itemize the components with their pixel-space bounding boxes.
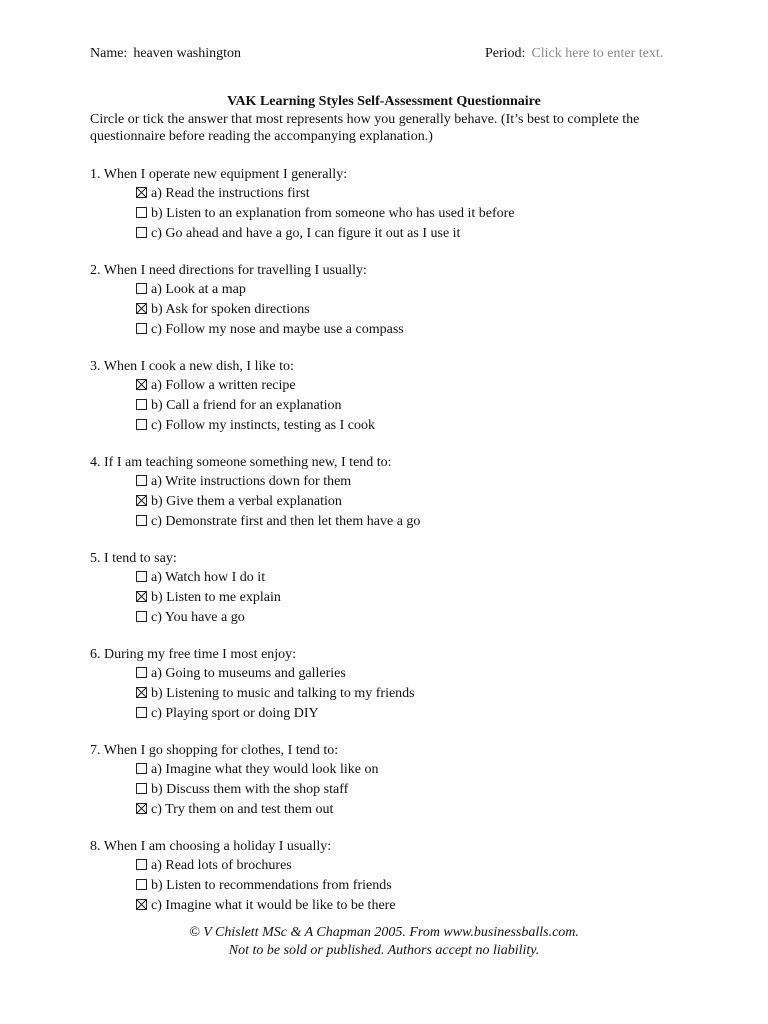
period-field[interactable]: [485, 46, 663, 62]
option-5a[interactable]: [90, 568, 690, 588]
option-2c[interactable]: [90, 320, 690, 340]
checked-box-icon[interactable]: [136, 687, 147, 698]
question-5: [90, 549, 690, 628]
name-label: Name:: [90, 46, 128, 61]
checked-box-icon[interactable]: [136, 899, 147, 910]
empty-box-icon[interactable]: [136, 667, 147, 678]
option-label: b) Listen to recommendations from friends: [151, 878, 392, 893]
empty-box-icon[interactable]: [136, 227, 147, 238]
option-label: a) Read the instructions first: [151, 186, 310, 201]
option-6a[interactable]: [90, 664, 690, 684]
question-6: [90, 645, 690, 724]
question-8: [90, 837, 690, 916]
option-label: c) Playing sport or doing DIY: [151, 706, 319, 721]
option-label: a) Read lots of brochures: [151, 858, 292, 873]
option-label: a) Follow a written recipe: [151, 378, 296, 393]
option-8a[interactable]: [90, 856, 690, 876]
option-4b[interactable]: [90, 492, 690, 512]
question-text: 4. If I am teaching someone something new, I tend to:: [90, 455, 392, 470]
question-text: 2. When I need directions for travelling I usually:: [90, 263, 367, 278]
option-1a[interactable]: [90, 184, 690, 204]
option-label: a) Going to museums and galleries: [151, 666, 346, 681]
option-3c[interactable]: [90, 416, 690, 436]
empty-box-icon[interactable]: [136, 783, 147, 794]
checked-box-icon[interactable]: [136, 591, 147, 602]
option-1b[interactable]: [90, 204, 690, 224]
option-6b[interactable]: [90, 684, 690, 704]
option-label: b) Call a friend for an explanation: [151, 398, 342, 413]
empty-box-icon[interactable]: [136, 707, 147, 718]
period-label: Period:: [485, 46, 526, 61]
checked-box-icon[interactable]: [136, 187, 147, 198]
empty-box-icon[interactable]: [136, 399, 147, 410]
empty-box-icon[interactable]: [136, 571, 147, 582]
document-title: VAK Learning Styles Self-Assessment Questionnaire: [227, 94, 541, 109]
option-2b[interactable]: [90, 300, 690, 320]
option-3a[interactable]: [90, 376, 690, 396]
disclaimer-line: Not to be sold or published. Authors accept no liability.: [228, 943, 540, 958]
empty-box-icon[interactable]: [136, 763, 147, 774]
option-label: b) Listen to an explanation from someone who has used it before: [151, 206, 515, 221]
empty-box-icon[interactable]: [136, 475, 147, 486]
footer: [0, 924, 768, 960]
question-text: 5. I tend to say:: [90, 551, 177, 566]
question-3: [90, 357, 690, 436]
option-label: c) Imagine what it would be like to be there: [151, 898, 396, 913]
option-label: a) Imagine what they would look like on: [151, 762, 379, 777]
option-label: b) Listening to music and talking to my friends: [151, 686, 415, 701]
option-3b[interactable]: [90, 396, 690, 416]
option-8b[interactable]: [90, 876, 690, 896]
option-label: b) Ask for spoken directions: [151, 302, 310, 317]
intro-text: Circle or tick the answer that most represents how you generally behave. (It’s best to complete the questionnaire before reading the accompanying explanation.): [90, 112, 640, 144]
option-label: a) Write instructions down for them: [151, 474, 352, 489]
option-5c[interactable]: [90, 608, 690, 628]
question-text: 7. When I go shopping for clothes, I tend to:: [90, 743, 339, 758]
option-1c[interactable]: [90, 224, 690, 244]
option-label: c) Follow my nose and maybe use a compass: [151, 322, 404, 337]
question-text: 3. When I cook a new dish, I like to:: [90, 359, 294, 374]
question-7: [90, 741, 690, 820]
option-4c[interactable]: [90, 512, 690, 532]
option-label: b) Listen to me explain: [151, 590, 281, 605]
option-label: c) Follow my instincts, testing as I cook: [151, 418, 375, 433]
question-text: 1. When I operate new equipment I generally:: [90, 167, 348, 182]
question-2: [90, 261, 690, 340]
empty-box-icon[interactable]: [136, 323, 147, 334]
option-label: b) Give them a verbal explanation: [151, 494, 342, 509]
empty-box-icon[interactable]: [136, 879, 147, 890]
name-field[interactable]: [90, 46, 241, 62]
option-8c[interactable]: [90, 896, 690, 916]
period-placeholder[interactable]: Click here to enter text.: [531, 46, 664, 61]
copyright-line: © V Chislett MSc & A Chapman 2005. From www.businessballs.com.: [189, 925, 579, 940]
name-value[interactable]: heaven washington: [133, 46, 242, 61]
option-4a[interactable]: [90, 472, 690, 492]
option-label: a) Watch how I do it: [151, 570, 266, 585]
option-label: c) Try them on and test them out: [151, 802, 334, 817]
question-4: [90, 453, 690, 532]
option-7a[interactable]: [90, 760, 690, 780]
empty-box-icon[interactable]: [136, 419, 147, 430]
option-label: c) You have a go: [151, 610, 245, 625]
option-label: a) Look at a map: [151, 282, 246, 297]
option-5b[interactable]: [90, 588, 690, 608]
checked-box-icon[interactable]: [136, 379, 147, 390]
empty-box-icon[interactable]: [136, 611, 147, 622]
empty-box-icon[interactable]: [136, 207, 147, 218]
checked-box-icon[interactable]: [136, 803, 147, 814]
option-label: c) Demonstrate first and then let them have a go: [151, 514, 421, 529]
empty-box-icon[interactable]: [136, 283, 147, 294]
option-7b[interactable]: [90, 780, 690, 800]
checked-box-icon[interactable]: [136, 303, 147, 314]
option-label: b) Discuss them with the shop staff: [151, 782, 349, 797]
question-1: [90, 165, 690, 244]
question-text: 8. When I am choosing a holiday I usually:: [90, 839, 332, 854]
option-label: c) Go ahead and have a go, I can figure it out as I use it: [151, 226, 461, 241]
checked-box-icon[interactable]: [136, 495, 147, 506]
empty-box-icon[interactable]: [136, 515, 147, 526]
option-7c[interactable]: [90, 800, 690, 820]
empty-box-icon[interactable]: [136, 859, 147, 870]
option-2a[interactable]: [90, 280, 690, 300]
header: [90, 46, 678, 66]
question-text: 6. During my free time I most enjoy:: [90, 647, 297, 662]
option-6c[interactable]: [90, 704, 690, 724]
